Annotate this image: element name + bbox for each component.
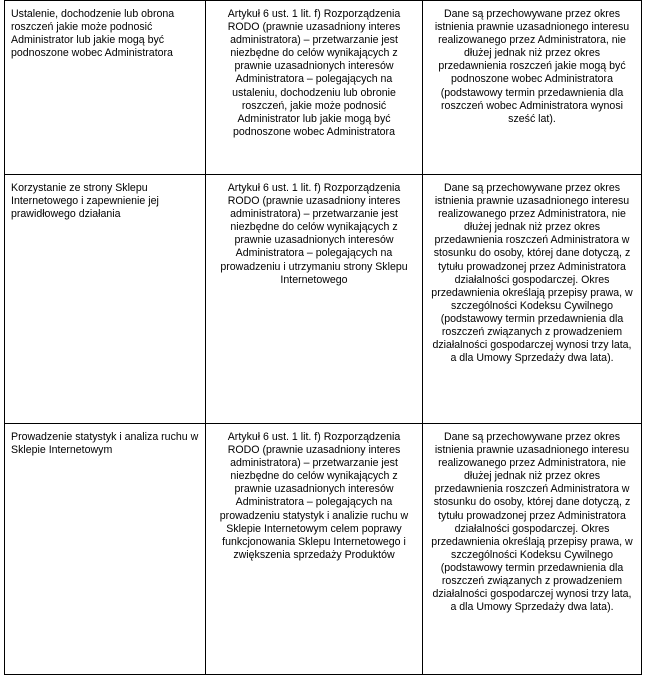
retention-text: Dane są przechowywane przez okres istnienia prawnie uzasadnionego interesu realizowanego przez Administratora, nie dłużej jednak niż przez okres przedawnienia roszczeń jakie mogą być podnoszone wobec Administratora (podstawowy termin przedawnienia dla roszczeń wobec Administratora wynosi sześć lat). (434, 8, 630, 125)
legal-basis-cell (206, 175, 423, 424)
purpose-text: Prowadzenie statystyk i analiza ruchu w Sklepie Internetowym (11, 431, 199, 457)
retention-text: Dane są przechowywane przez okres istnienia prawnie uzasadnionego interesu realizowanego przez Administratora, nie dłużej jednak niż przez okres przedawnienia roszczeń Administratora w stosunku do osoby, której dane dotyczą, z tytułu prowadzonej przez Administratora działalności gospodarczej. Okres przedawnienia określają przepisy prawa, w szczególności Kodeksu Cywilnego (podstawowy termin przedawnienia dla roszczeń związanych z prowadzeniem działalności gospodarczej wynosi trzy lata, a dla Umowy Sprzedaży dwa lata). (431, 431, 633, 614)
retention-text: Dane są przechowywane przez okres istnienia prawnie uzasadnionego interesu realizowanego przez Administratora, nie dłużej jednak niż przez okres przedawnienia roszczeń Administratora w stosunku do osoby, której dane dotyczą, z tytułu prowadzonej przez Administratora działalności gospodarczej. Okres przedawnienia określają przepisy prawa, w szczególności Kodeksu Cywilnego (podstawowy termin przedawnienia dla roszczeń związanych z prowadzeniem działalności gospodarczej wynosi trzy lata, a dla Umowy Sprzedaży dwa lata). (431, 182, 633, 365)
data-processing-table (4, 0, 642, 675)
purpose-text: Ustalenie, dochodzenie lub obrona roszczeń jakie może podnosić Administrator lub jakie mogą być podnoszone wobec Administratora (11, 8, 175, 60)
retention-cell (423, 1, 642, 175)
legal-basis-cell (206, 1, 423, 175)
purpose-cell (5, 175, 206, 424)
legal-basis-cell (206, 424, 423, 675)
legal-basis-text: Artykuł 6 ust. 1 lit. f) Rozporządzenia RODO (prawnie uzasadniony interes administratora) – przetwarzanie jest niezbędne do celów wynikających z prawnie uzasadnionych interesów Administratora – polegających na prowadzeniu statystyk i analizie ruchu w Sklepie Internetowym celem poprawy funkcjonowania Sklepu Internetowego i zwiększenia sprzedaży Produktów (219, 431, 409, 561)
table-row (5, 1, 642, 175)
table-row (5, 175, 642, 424)
retention-cell (423, 424, 642, 675)
purpose-text: Korzystanie ze strony Sklepu Internetowego i zapewnienie jej prawidłowego działania (11, 182, 159, 221)
table-row (5, 424, 642, 675)
retention-cell (423, 175, 642, 424)
legal-basis-text: Artykuł 6 ust. 1 lit. f) Rozporządzenia RODO (prawnie uzasadniony interes administratora) – przetwarzanie jest niezbędne do celów wynikających z prawnie uzasadnionych interesów Administratora – polegających na ustaleniu, dochodzeniu lub obronie roszczeń, jakie może podnosić Administrator lub jakie mogą być podnoszone wobec Administratora (227, 8, 401, 138)
purpose-cell (5, 1, 206, 175)
legal-basis-text: Artykuł 6 ust. 1 lit. f) Rozporządzenia RODO (prawnie uzasadniony interes administratora) – przetwarzanie jest niezbędne do celów wynikających z prawnie uzasadnionych interesów Administratora – polegających na prowadzeniu i utrzymaniu strony Sklepu Internetowego (220, 182, 408, 286)
purpose-cell (5, 424, 206, 675)
